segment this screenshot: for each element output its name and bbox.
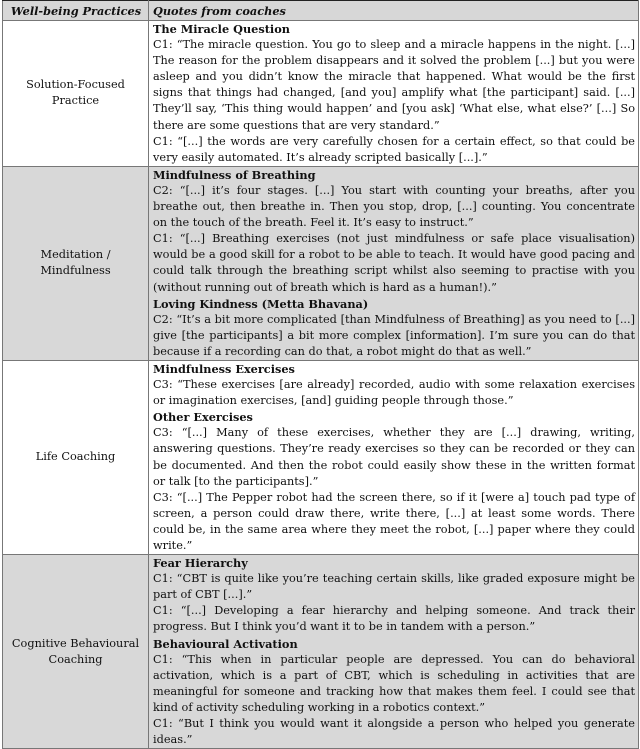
quote-text: C3: “[...] The Pepper robot had the screen there, so if it [were a] touch pad type of screen, a person could draw there, write there, [...] at least some words. There could be, in the same area where they meet the robot, [...] paper where they could write.”	[153, 490, 635, 552]
quote-text: C2: “[...] it’s four stages. [...] You start with counting your breaths, after you breathe out, then breathe in. Then you stop, drop, [...] counting. You concentrate on the touch of the breath. Feel it. It’s easy to instruct.”	[153, 183, 635, 230]
section-heading: Fear Hierarchy	[153, 556, 248, 571]
coach-quotes-table	[2, 0, 639, 749]
quotes-cell	[149, 166, 639, 360]
quotes-cell	[149, 21, 639, 167]
table-row	[3, 555, 639, 749]
practice-cell: Cognitive Behavioural Coaching	[3, 555, 149, 749]
practice-cell: Solution-Focused Practice	[3, 21, 149, 167]
quote-text: C3: “These exercises [are already] recorded, audio with some relaxation exercises or imagination exercises, [and] guiding people through those.”	[153, 378, 635, 408]
practice-cell: Meditation / Mindfulness	[3, 166, 149, 360]
quote-text: C1: “This when in particular people are depressed. You can do behavioral activation, which is a part of CBT, which is scheduling in activities that are meaningful for someone and tracking how that makes them feel. I could see that kind of activity scheduling working in a robotics context.”	[153, 652, 635, 714]
section-heading: Mindfulness of Breathing	[153, 167, 316, 182]
table-row	[3, 360, 639, 554]
quote-text: C3: “[...] Many of these exercises, whether they are [...] drawing, writing, answering questions. They’re ready exercises so they can be recorded or they can be documented. And then the robot could easily show these in the written format or talk [to the participants].”	[153, 426, 635, 488]
quotes-cell	[149, 555, 639, 749]
header-wellbeing-practices: Well-being Practices	[3, 1, 149, 21]
table-header-row	[3, 1, 639, 21]
quote-text: C1: “CBT is quite like you’re teaching certain skills, like graded exposure might be part of CBT [...].”	[153, 572, 635, 602]
table-row	[3, 21, 639, 167]
section-heading: The Miracle Question	[153, 22, 290, 36]
section-heading: Loving Kindness (Metta Bhavana)	[153, 296, 369, 311]
table-row	[3, 166, 639, 360]
section-heading: Behavioural Activation	[153, 636, 298, 651]
header-quotes-from-coaches: Quotes from coaches	[149, 1, 639, 21]
quote-text: C1: “[...] the words are very carefully chosen for a certain effect, so that could be very easily automated. It’s already scripted basically [...].”	[153, 134, 635, 164]
quote-text: C1: “The miracle question. You go to sleep and a miracle happens in the night. [...] The reason for the problem disappears and it solved the problem [...] but you were asleep and you didn’t know the miracle that happened. What would be the first signs that things had changed, [and you] amplify what [the participant] said. [...] They’ll say, ‘This thing would happen’ and [you ask] ‘What else, what else?’ [...] So there are some questions that are very standard.”	[153, 38, 635, 132]
quote-text: C1: “But I think you would want it alongside a person who helped you generate ideas.”	[153, 717, 635, 747]
practice-cell: Life Coaching	[3, 360, 149, 554]
quote-text: C1: “[...] Breathing exercises (not just mindfulness or safe place visualisation) would be a good skill for a robot to be able to teach. It would have good pacing and could talk through the breathing script whilst also seeming to practise with you (without running out of breath which is hard as a human!).”	[153, 232, 635, 294]
section-heading: Other Exercises	[153, 410, 253, 425]
quote-text: C1: “[...] Developing a fear hierarchy and helping someone. And track their progress. But I think you’d want it to be in tandem with a person.”	[153, 604, 635, 634]
quote-text: C2: “It’s a bit more complicated [than Mindfulness of Breathing] as you need to [...] give [the participants] a bit more complex [information]. I’m sure you can do that because if a recording can do that, a robot might do that as well.”	[153, 312, 635, 358]
section-heading: Mindfulness Exercises	[153, 361, 295, 376]
quotes-cell	[149, 360, 639, 554]
